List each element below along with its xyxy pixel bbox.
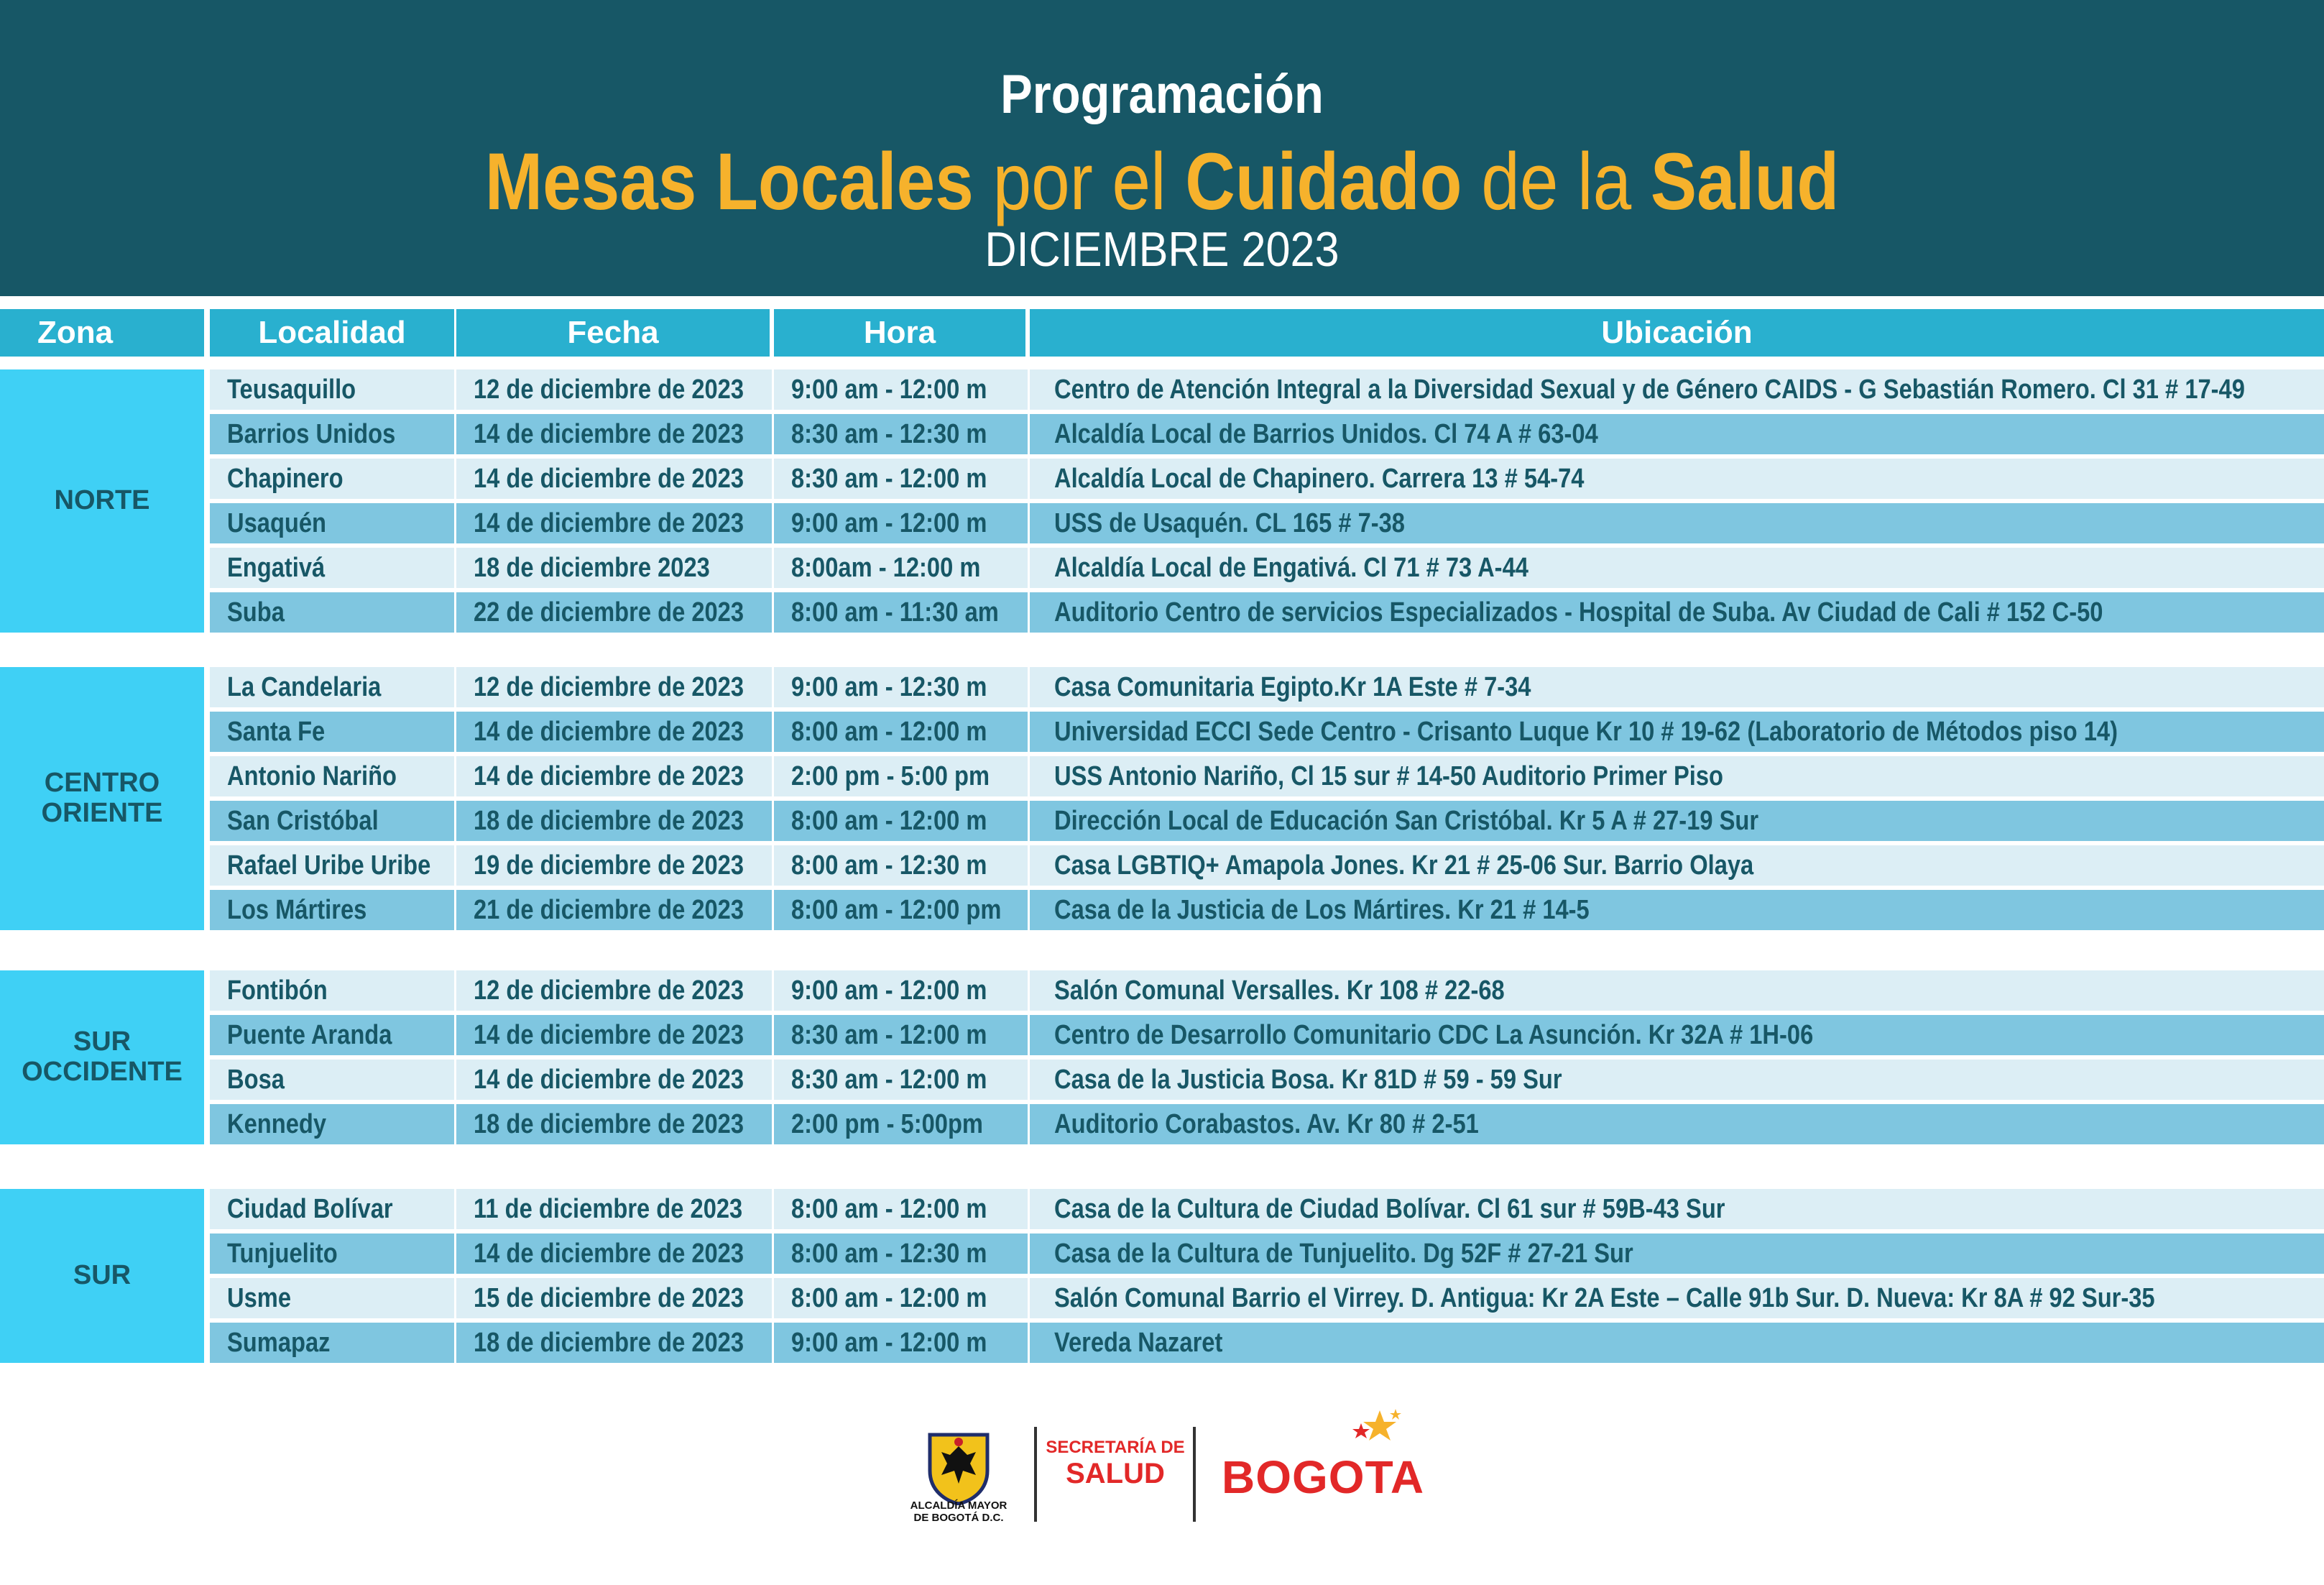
header-date: DICIEMBRE 2023 bbox=[985, 222, 1339, 277]
title-part-2: por el bbox=[973, 137, 1186, 226]
localidad-cell bbox=[210, 1323, 454, 1363]
secretaria-line-2: SALUD bbox=[1066, 1458, 1165, 1489]
localidad-cell bbox=[210, 801, 454, 841]
table-row bbox=[210, 801, 2324, 841]
hora-cell bbox=[772, 548, 1028, 588]
table-row bbox=[210, 1060, 2324, 1100]
ubicacion-cell-text: Universidad ECCI Sede Centro - Crisanto Luque Kr 10 # 19-62 (Laboratorio de Métodos piso 14) bbox=[1054, 716, 2118, 747]
hora-cell bbox=[772, 369, 1028, 410]
fecha-cell bbox=[454, 1189, 772, 1229]
hora-cell bbox=[772, 667, 1028, 707]
table-row bbox=[210, 1104, 2324, 1144]
table-row bbox=[210, 1323, 2324, 1363]
localidad-cell-text: Rafael Uribe Uribe bbox=[227, 850, 431, 881]
fecha-cell-text: 14 de diciembre de 2023 bbox=[474, 761, 744, 791]
zone-label: CENTRO ORIENTE bbox=[0, 667, 204, 930]
localidad-cell bbox=[210, 1104, 454, 1144]
localidad-cell-text: Kennedy bbox=[227, 1108, 327, 1139]
localidad-cell bbox=[210, 1060, 454, 1100]
localidad-cell-text: Santa Fe bbox=[227, 716, 326, 747]
hora-cell bbox=[772, 845, 1028, 886]
ubicacion-cell bbox=[1028, 890, 2324, 930]
hora-cell-text: 9:00 am - 12:00 m bbox=[791, 975, 987, 1006]
ubicacion-cell-text: Alcaldía Local de Chapinero. Carrera 13 # 54-74 bbox=[1054, 463, 1585, 494]
localidad-cell-text: Puente Aranda bbox=[227, 1019, 392, 1050]
fecha-cell bbox=[454, 1015, 772, 1055]
hora-cell bbox=[772, 801, 1028, 841]
ubicacion-cell bbox=[1028, 845, 2324, 886]
hora-cell bbox=[772, 1278, 1028, 1318]
fecha-cell-text: 12 de diciembre de 2023 bbox=[474, 975, 744, 1006]
localidad-cell-text: Los Mártires bbox=[227, 894, 367, 925]
ubicacion-cell bbox=[1028, 1278, 2324, 1318]
ubicacion-cell-text: Casa Comunitaria Egipto.Kr 1A Este # 7-34 bbox=[1054, 671, 1531, 702]
localidad-cell-text: San Cristóbal bbox=[227, 805, 379, 836]
table-row bbox=[210, 592, 2324, 633]
ubicacion-cell-text: Salón Comunal Versalles. Kr 108 # 22-68 bbox=[1054, 975, 1505, 1006]
column-header-ubicacion: Ubicación bbox=[1030, 309, 2324, 357]
fecha-cell bbox=[454, 756, 772, 796]
table-row bbox=[210, 369, 2324, 410]
fecha-cell bbox=[454, 1278, 772, 1318]
table-row bbox=[210, 459, 2324, 499]
footer-divider bbox=[1193, 1427, 1196, 1522]
table-row bbox=[210, 1015, 2324, 1055]
localidad-cell-text: Antonio Nariño bbox=[227, 761, 397, 791]
hora-cell-text: 8:00 am - 12:30 m bbox=[791, 850, 987, 881]
hora-cell bbox=[772, 756, 1028, 796]
column-header-zona: Zona bbox=[0, 309, 204, 357]
ubicacion-cell-text: Centro de Atención Integral a la Diversidad Sexual y de Género CAIDS - G Sebastián Romero. Cl 31 # 17-49 bbox=[1054, 374, 2245, 405]
zone-label: SUR OCCIDENTE bbox=[0, 970, 204, 1144]
title-part-1: Mesas Locales bbox=[484, 137, 974, 226]
fecha-cell-text: 18 de diciembre de 2023 bbox=[474, 805, 744, 836]
hora-cell bbox=[772, 503, 1028, 543]
localidad-cell bbox=[210, 592, 454, 633]
fecha-cell bbox=[454, 1104, 772, 1144]
fecha-cell bbox=[454, 592, 772, 633]
ubicacion-cell bbox=[1028, 756, 2324, 796]
fecha-cell bbox=[454, 369, 772, 410]
ubicacion-cell bbox=[1028, 369, 2324, 410]
ubicacion-cell-text: Casa de la Justicia Bosa. Kr 81D # 59 - 59 Sur bbox=[1054, 1064, 1562, 1095]
fecha-cell-text: 14 de diciembre de 2023 bbox=[474, 418, 744, 449]
fecha-cell-text: 14 de diciembre de 2023 bbox=[474, 463, 744, 494]
fecha-cell-text: 14 de diciembre de 2023 bbox=[474, 1019, 744, 1050]
ubicacion-cell-text: Dirección Local de Educación San Cristóbal. Kr 5 A # 27-19 Sur bbox=[1054, 805, 1759, 836]
hora-cell bbox=[772, 1189, 1028, 1229]
table-row bbox=[210, 712, 2324, 752]
column-header-fecha: Fecha bbox=[456, 309, 770, 357]
hora-cell-text: 9:00 am - 12:30 m bbox=[791, 671, 987, 702]
localidad-cell bbox=[210, 1233, 454, 1274]
localidad-cell-text: Fontibón bbox=[227, 975, 328, 1006]
hora-cell bbox=[772, 592, 1028, 633]
fecha-cell bbox=[454, 845, 772, 886]
ubicacion-cell-text: Alcaldía Local de Barrios Unidos. Cl 74 A # 63-04 bbox=[1054, 418, 1598, 449]
localidad-cell bbox=[210, 548, 454, 588]
localidad-cell-text: Barrios Unidos bbox=[227, 418, 396, 449]
ubicacion-cell bbox=[1028, 1015, 2324, 1055]
ubicacion-cell bbox=[1028, 712, 2324, 752]
localidad-cell bbox=[210, 1278, 454, 1318]
hora-cell-text: 9:00 am - 12:00 m bbox=[791, 374, 987, 405]
fecha-cell bbox=[454, 1323, 772, 1363]
ubicacion-cell bbox=[1028, 970, 2324, 1011]
fecha-cell-text: 14 de diciembre de 2023 bbox=[474, 716, 744, 747]
fecha-cell-text: 18 de diciembre 2023 bbox=[474, 552, 710, 583]
fecha-cell bbox=[454, 503, 772, 543]
hora-cell-text: 8:30 am - 12:00 m bbox=[791, 1019, 987, 1050]
fecha-cell bbox=[454, 667, 772, 707]
ubicacion-cell bbox=[1028, 414, 2324, 454]
fecha-cell bbox=[454, 1060, 772, 1100]
ubicacion-cell-text: USS Antonio Nariño, Cl 15 sur # 14-50 Auditorio Primer Piso bbox=[1054, 761, 1723, 791]
title-part-3: Cuidado bbox=[1185, 137, 1462, 226]
ubicacion-cell-text: Casa LGBTIQ+ Amapola Jones. Kr 21 # 25-06 Sur. Barrio Olaya bbox=[1054, 850, 1754, 881]
fecha-cell-text: 21 de diciembre de 2023 bbox=[474, 894, 744, 925]
fecha-cell-text: 14 de diciembre de 2023 bbox=[474, 1238, 744, 1269]
hora-cell-text: 8:30 am - 12:30 m bbox=[791, 418, 987, 449]
header-subtitle: Programación bbox=[1000, 64, 1324, 125]
ubicacion-cell bbox=[1028, 801, 2324, 841]
hora-cell-text: 9:00 am - 12:00 m bbox=[791, 507, 987, 538]
ubicacion-cell bbox=[1028, 548, 2324, 588]
hora-cell-text: 8:30 am - 12:00 m bbox=[791, 1064, 987, 1095]
localidad-cell bbox=[210, 712, 454, 752]
ubicacion-cell-text: Auditorio Centro de servicios Especializados - Hospital de Suba. Av Ciudad de Cali # 152 C-50 bbox=[1054, 597, 2103, 628]
stars-icon bbox=[1351, 1409, 1408, 1452]
hora-cell bbox=[772, 1323, 1028, 1363]
hora-cell bbox=[772, 459, 1028, 499]
table-row bbox=[210, 756, 2324, 796]
hora-cell bbox=[772, 1104, 1028, 1144]
localidad-cell-text: La Candelaria bbox=[227, 671, 382, 702]
alcaldia-line-2: DE BOGOTÁ D.C. bbox=[913, 1512, 1004, 1525]
ubicacion-cell-text: USS de Usaquén. CL 165 # 7-38 bbox=[1054, 507, 1405, 538]
hora-cell-text: 9:00 am - 12:00 m bbox=[791, 1327, 987, 1358]
fecha-cell-text: 14 de diciembre de 2023 bbox=[474, 1064, 744, 1095]
hora-cell-text: 8:00 am - 12:30 m bbox=[791, 1238, 987, 1269]
column-header-localidad: Localidad bbox=[210, 309, 454, 357]
ubicacion-cell-text: Casa de la Justicia de Los Mártires. Kr 21 # 14-5 bbox=[1054, 894, 1590, 925]
fecha-cell bbox=[454, 801, 772, 841]
localidad-cell-text: Tunjuelito bbox=[227, 1238, 338, 1269]
fecha-cell bbox=[454, 414, 772, 454]
alcaldia-line-1: ALCALDÍA MAYOR bbox=[910, 1499, 1007, 1512]
hora-cell bbox=[772, 414, 1028, 454]
ubicacion-cell-text: Alcaldía Local de Engativá. Cl 71 # 73 A-44 bbox=[1054, 552, 1528, 583]
ubicacion-cell-text: Vereda Nazaret bbox=[1054, 1327, 1223, 1358]
hora-cell bbox=[772, 712, 1028, 752]
header-title bbox=[162, 135, 2161, 228]
localidad-cell bbox=[210, 414, 454, 454]
coat-of-arms-icon bbox=[927, 1430, 990, 1505]
ubicacion-cell bbox=[1028, 1323, 2324, 1363]
localidad-cell bbox=[210, 1189, 454, 1229]
ubicacion-cell-text: Auditorio Corabastos. Av. Kr 80 # 2-51 bbox=[1054, 1108, 1479, 1139]
ubicacion-cell bbox=[1028, 1104, 2324, 1144]
zone-label: NORTE bbox=[0, 369, 204, 633]
hora-cell-text: 8:00 am - 12:00 m bbox=[791, 716, 987, 747]
fecha-cell-text: 14 de diciembre de 2023 bbox=[474, 507, 744, 538]
hora-cell bbox=[772, 970, 1028, 1011]
hora-cell bbox=[772, 1233, 1028, 1274]
table-row bbox=[210, 1278, 2324, 1318]
ubicacion-cell bbox=[1028, 592, 2324, 633]
localidad-cell-text: Chapinero bbox=[227, 463, 343, 494]
hora-cell bbox=[772, 1015, 1028, 1055]
ubicacion-cell bbox=[1028, 1060, 2324, 1100]
table-row bbox=[210, 970, 2324, 1011]
localidad-cell bbox=[210, 756, 454, 796]
hora-cell-text: 8:00 am - 12:00 m bbox=[791, 1193, 987, 1224]
localidad-cell-text: Ciudad Bolívar bbox=[227, 1193, 393, 1224]
fecha-cell-text: 22 de diciembre de 2023 bbox=[474, 597, 744, 628]
fecha-cell-text: 18 de diciembre de 2023 bbox=[474, 1108, 744, 1139]
page-header bbox=[0, 0, 2324, 296]
ubicacion-cell bbox=[1028, 1233, 2324, 1274]
fecha-cell-text: 12 de diciembre de 2023 bbox=[474, 671, 744, 702]
alcaldia-label bbox=[897, 1499, 1020, 1525]
footer-divider bbox=[1034, 1427, 1037, 1522]
hora-cell bbox=[772, 1060, 1028, 1100]
table-row bbox=[210, 845, 2324, 886]
localidad-cell bbox=[210, 890, 454, 930]
localidad-cell bbox=[210, 667, 454, 707]
hora-cell-text: 8:00 am - 11:30 am bbox=[791, 597, 999, 628]
zone-label: SUR bbox=[0, 1189, 204, 1363]
title-part-5: Salud bbox=[1650, 137, 1840, 226]
ubicacion-cell-text: Casa de la Cultura de Ciudad Bolívar. Cl 61 sur # 59B-43 Sur bbox=[1054, 1193, 1725, 1224]
localidad-cell-text: Suba bbox=[227, 597, 285, 628]
hora-cell-text: 8:30 am - 12:00 m bbox=[791, 463, 987, 494]
column-header-hora: Hora bbox=[774, 309, 1025, 357]
fecha-cell-text: 15 de diciembre de 2023 bbox=[474, 1282, 744, 1313]
ubicacion-cell-text: Casa de la Cultura de Tunjuelito. Dg 52F # 27-21 Sur bbox=[1054, 1238, 1633, 1269]
secretaria-line-1: SECRETARÍA DE bbox=[1046, 1438, 1185, 1457]
fecha-cell bbox=[454, 890, 772, 930]
ubicacion-cell bbox=[1028, 667, 2324, 707]
fecha-cell bbox=[454, 459, 772, 499]
localidad-cell-text: Usaquén bbox=[227, 507, 327, 538]
title-part-4: de la bbox=[1462, 137, 1651, 226]
localidad-cell-text: Teusaquillo bbox=[227, 374, 356, 405]
footer-logos bbox=[0, 1409, 2324, 1538]
table-row bbox=[210, 503, 2324, 543]
localidad-cell bbox=[210, 369, 454, 410]
hora-cell-text: 8:00 am - 12:00 pm bbox=[791, 894, 1002, 925]
localidad-cell bbox=[210, 503, 454, 543]
table-row bbox=[210, 548, 2324, 588]
secretaria-logo bbox=[1043, 1438, 1187, 1490]
ubicacion-cell-text: Centro de Desarrollo Comunitario CDC La Asunción. Kr 32A # 1H-06 bbox=[1054, 1019, 1814, 1050]
fecha-cell bbox=[454, 1233, 772, 1274]
localidad-cell bbox=[210, 459, 454, 499]
hora-cell-text: 8:00 am - 12:00 m bbox=[791, 805, 987, 836]
ubicacion-cell bbox=[1028, 1189, 2324, 1229]
table-row bbox=[210, 414, 2324, 454]
fecha-cell bbox=[454, 970, 772, 1011]
localidad-cell bbox=[210, 970, 454, 1011]
localidad-cell-text: Bosa bbox=[227, 1064, 285, 1095]
fecha-cell-text: 19 de diciembre de 2023 bbox=[474, 850, 744, 881]
hora-cell bbox=[772, 890, 1028, 930]
hora-cell-text: 8:00am - 12:00 m bbox=[791, 552, 981, 583]
table-row bbox=[210, 1233, 2324, 1274]
fecha-cell-text: 12 de diciembre de 2023 bbox=[474, 374, 744, 405]
table-row bbox=[210, 890, 2324, 930]
localidad-cell bbox=[210, 845, 454, 886]
ubicacion-cell-text: Salón Comunal Barrio el Virrey. D. Antigua: Kr 2A Este – Calle 91b Sur. D. Nueva: Kr 8A # 92 Sur-35 bbox=[1054, 1282, 2155, 1313]
fecha-cell-text: 11 de diciembre de 2023 bbox=[474, 1193, 743, 1224]
bogota-logo-text: BOGOTA bbox=[1222, 1451, 1425, 1503]
ubicacion-cell bbox=[1028, 459, 2324, 499]
table-row bbox=[210, 667, 2324, 707]
ubicacion-cell bbox=[1028, 503, 2324, 543]
localidad-cell bbox=[210, 1015, 454, 1055]
localidad-cell-text: Sumapaz bbox=[227, 1327, 331, 1358]
fecha-cell-text: 18 de diciembre de 2023 bbox=[474, 1327, 744, 1358]
hora-cell-text: 2:00 pm - 5:00 pm bbox=[791, 761, 990, 791]
fecha-cell bbox=[454, 548, 772, 588]
localidad-cell-text: Usme bbox=[227, 1282, 292, 1313]
localidad-cell-text: Engativá bbox=[227, 552, 326, 583]
hora-cell-text: 8:00 am - 12:00 m bbox=[791, 1282, 987, 1313]
fecha-cell bbox=[454, 712, 772, 752]
hora-cell-text: 2:00 pm - 5:00pm bbox=[791, 1108, 983, 1139]
table-row bbox=[210, 1189, 2324, 1229]
